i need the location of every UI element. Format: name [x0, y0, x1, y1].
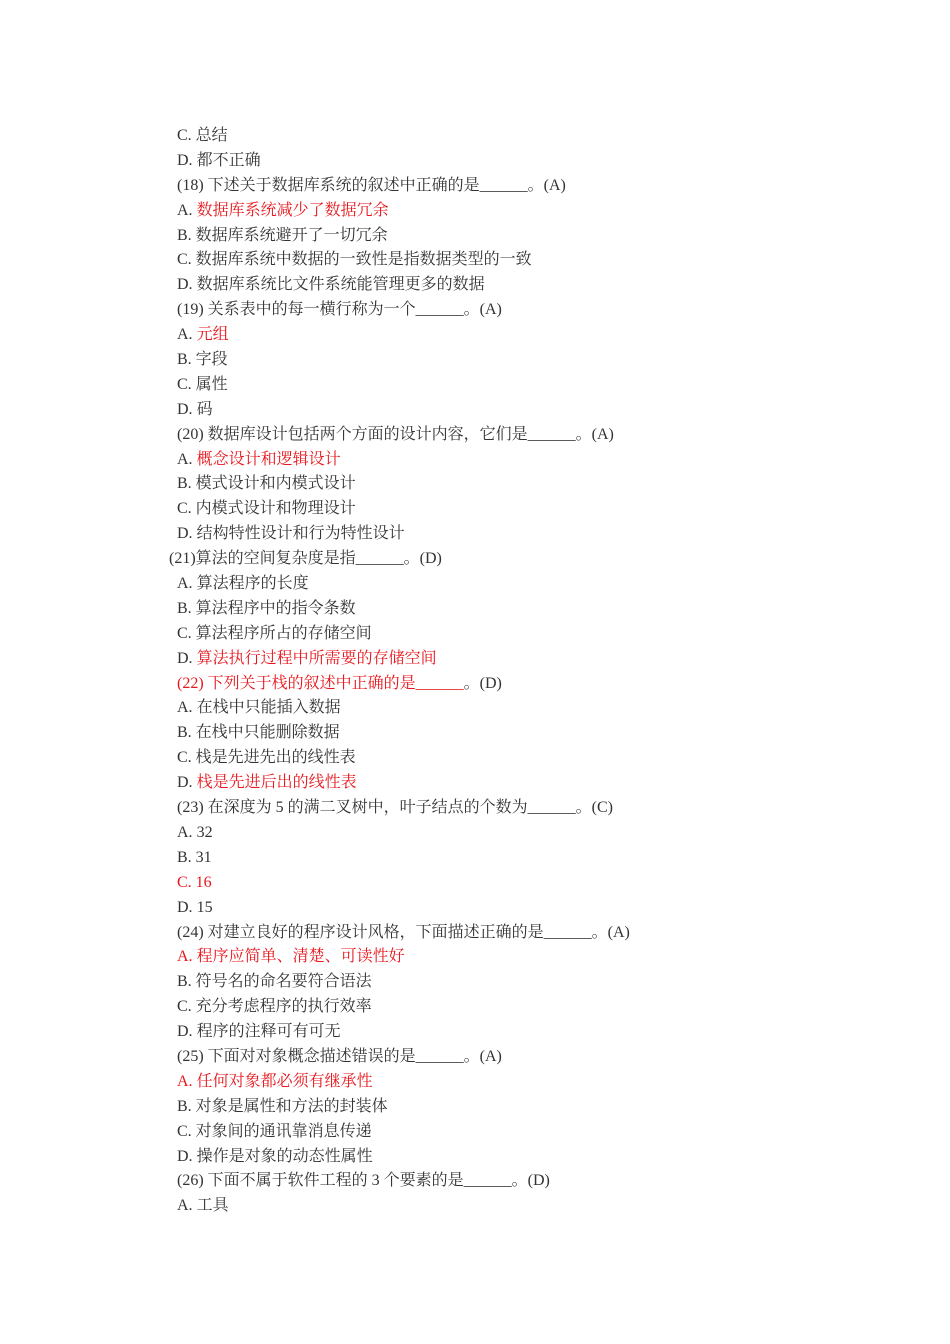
line-prefix: B. — [177, 724, 196, 742]
line-prefix: D. — [177, 649, 197, 667]
line-text: 充分考虑程序的执行效率 — [195, 998, 372, 1016]
line-prefix: (21) — [169, 550, 196, 568]
option-line — [177, 1095, 877, 1120]
line-text: 工具 — [196, 1197, 229, 1215]
line-text: 下面对对象概念描述错误的是______。(A) — [207, 1047, 502, 1065]
line-prefix: D. — [177, 774, 197, 792]
line-prefix: (18) — [177, 176, 208, 194]
question-line — [177, 423, 877, 448]
line-text: 总结 — [195, 127, 228, 144]
option-line — [177, 1145, 877, 1170]
line-prefix: D. — [177, 276, 197, 294]
option-line — [177, 273, 877, 298]
line-prefix: B. — [177, 475, 196, 493]
line-text: 在栈中只能删除数据 — [195, 724, 340, 742]
option-line — [177, 124, 877, 149]
option-line — [177, 970, 877, 995]
line-text: 内模式设计和物理设计 — [195, 500, 356, 518]
option-line — [177, 896, 877, 921]
line-prefix: (19) — [177, 301, 208, 319]
line-text: 31 — [195, 848, 212, 866]
line-text: 算法程序所占的存储空间 — [195, 624, 372, 642]
option-line — [177, 721, 877, 746]
question-line — [169, 547, 877, 572]
line-text: 在深度为 5 的满二叉树中，叶子结点的个数为______。(C) — [207, 799, 613, 817]
line-text: 数据库系统避开了一切冗余 — [195, 226, 388, 244]
option-line — [177, 348, 877, 373]
line-text: 都不正确 — [196, 151, 261, 169]
line-text: 操作是对象的动态性属性 — [196, 1147, 373, 1165]
option-line — [177, 1194, 877, 1219]
option-line — [177, 323, 877, 348]
line-prefix: D. — [177, 151, 197, 169]
line-prefix: A. — [177, 1197, 197, 1215]
option-line — [177, 647, 877, 672]
line-prefix: D. — [177, 400, 197, 418]
line-text: 32 — [196, 823, 213, 841]
line-prefix: (24) — [177, 923, 208, 941]
line-prefix: B. — [177, 351, 196, 369]
line-answer: 。(D) — [463, 674, 502, 692]
line-prefix: (20) — [177, 425, 208, 443]
line-prefix: C. — [177, 375, 196, 393]
line-prefix: B. — [177, 973, 196, 991]
line-prefix: (26) — [177, 1172, 208, 1190]
option-line — [177, 1070, 877, 1095]
line-prefix: B. — [177, 1097, 196, 1115]
option-line — [177, 597, 877, 622]
line-prefix: B. — [177, 848, 196, 866]
line-text: 结构特性设计和行为特性设计 — [196, 525, 405, 543]
line-text: 关系表中的每一横行称为一个______。(A) — [207, 301, 502, 319]
option-line — [177, 846, 877, 871]
line-text: 任何对象都必须有继承性 — [196, 1072, 373, 1090]
line-prefix: D. — [177, 1023, 197, 1041]
line-text: 符号名的命名要符合语法 — [195, 973, 372, 991]
line-prefix: A. — [177, 1072, 197, 1090]
option-line — [177, 696, 877, 721]
line-prefix: B. — [177, 599, 196, 617]
question-line — [177, 1045, 877, 1070]
line-prefix: A. — [177, 699, 197, 717]
line-text: 算法程序中的指令条数 — [195, 599, 356, 617]
option-line — [177, 622, 877, 647]
line-text: 对建立良好的程序设计风格，下面描述正确的是______。(A) — [207, 923, 630, 941]
line-prefix: C. — [177, 998, 196, 1016]
line-text: 算法的空间复杂度是指______。(D) — [195, 550, 442, 568]
line-text: 对象间的通讯靠消息传递 — [195, 1122, 372, 1140]
line-text: 数据库系统减少了数据冗余 — [196, 201, 389, 219]
line-prefix: A. — [177, 201, 197, 219]
line-text: 16 — [195, 873, 212, 891]
line-text: 数据库系统中数据的一致性是指数据类型的一致 — [195, 251, 532, 269]
line-text: 数据库设计包括两个方面的设计内容，它们是______。(A) — [207, 425, 614, 443]
line-text: 模式设计和内模式设计 — [195, 475, 356, 493]
option-line — [177, 149, 877, 174]
option-line — [177, 1120, 877, 1145]
option-line — [177, 373, 877, 398]
line-prefix: C. — [177, 127, 196, 144]
line-prefix: C. — [177, 1122, 196, 1140]
line-text: 属性 — [195, 375, 228, 393]
option-line — [177, 572, 877, 597]
line-text: 下列关于栈的叙述中正确的是______ — [207, 674, 464, 692]
question-line — [177, 796, 877, 821]
option-line — [177, 1020, 877, 1045]
line-prefix: A. — [177, 948, 197, 966]
line-text: 在栈中只能插入数据 — [196, 699, 341, 717]
line-text: 字段 — [195, 351, 228, 369]
question-line — [177, 174, 877, 199]
option-line — [177, 945, 877, 970]
line-text: 算法执行过程中所需要的存储空间 — [196, 649, 437, 667]
line-prefix: C. — [177, 749, 196, 767]
line-text: 码 — [196, 400, 213, 418]
line-text: 概念设计和逻辑设计 — [196, 450, 341, 468]
line-prefix: A. — [177, 326, 197, 344]
line-text: 程序应简单、清楚、可读性好 — [196, 948, 405, 966]
line-prefix: (22) — [177, 674, 208, 692]
line-text: 元组 — [196, 326, 229, 344]
line-prefix: B. — [177, 226, 196, 244]
line-prefix: C. — [177, 873, 196, 891]
option-line — [177, 522, 877, 547]
line-text: 程序的注释可有可无 — [196, 1023, 341, 1041]
option-line — [177, 497, 877, 522]
line-text: 15 — [196, 898, 213, 916]
option-line — [177, 199, 877, 224]
option-line — [177, 821, 877, 846]
option-line — [177, 995, 877, 1020]
line-text: 栈是先进后出的线性表 — [196, 774, 357, 792]
line-prefix: A. — [177, 575, 197, 593]
line-text: 下述关于数据库系统的叙述中正确的是______。(A) — [207, 176, 566, 194]
line-text: 数据库系统比文件系统能管理更多的数据 — [196, 276, 485, 294]
line-prefix: (23) — [177, 799, 208, 817]
line-prefix: C. — [177, 624, 196, 642]
line-prefix: C. — [177, 251, 196, 269]
option-line — [177, 771, 877, 796]
question-line — [177, 1169, 877, 1194]
option-line — [177, 448, 877, 473]
line-prefix: (25) — [177, 1047, 208, 1065]
question-list — [169, 124, 877, 1219]
option-line — [177, 224, 877, 249]
option-line — [177, 871, 877, 896]
line-prefix: D. — [177, 1147, 197, 1165]
option-line — [177, 398, 877, 423]
line-text: 栈是先进先出的线性表 — [195, 749, 356, 767]
line-text: 下面不属于软件工程的 3 个要素的是______。(D) — [207, 1172, 550, 1190]
question-line — [177, 921, 877, 946]
line-prefix: A. — [177, 450, 197, 468]
line-text: 对象是属性和方法的封装体 — [195, 1097, 388, 1115]
line-prefix: A. — [177, 823, 197, 841]
option-line — [177, 746, 877, 771]
line-prefix: C. — [177, 500, 196, 518]
option-line — [177, 472, 877, 497]
question-line — [177, 298, 877, 323]
line-prefix: D. — [177, 898, 197, 916]
line-text: 算法程序的长度 — [196, 575, 309, 593]
option-line — [177, 248, 877, 273]
question-line — [177, 672, 877, 697]
line-prefix: D. — [177, 525, 197, 543]
